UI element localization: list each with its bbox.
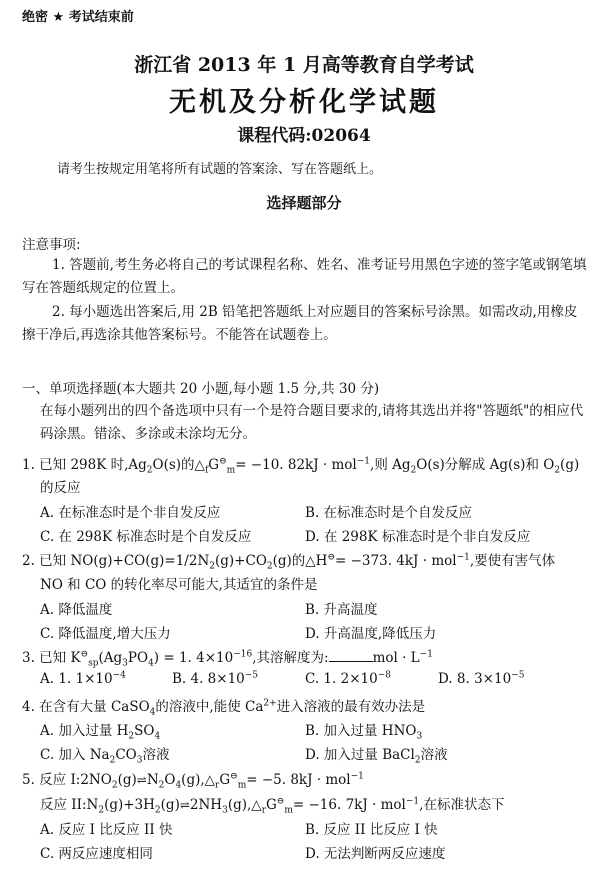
q1-stem: 1. 已知 298K 时$,Ag_2O(s)$的$\triangle_fG^⊖_m= -10$. 82kJ · mol$^{-1}$,则 $Ag_2O(s)$分解成 Ag(s)和 $O_2(g)$ xyxy=(22,456,580,476)
secret-label: 绝密 ★ 考试结束前 xyxy=(22,10,134,25)
q1-option-d: D. 在 298K 标准态时是个非自发反应 xyxy=(305,529,531,545)
section-title: 选择题部分 xyxy=(266,194,342,212)
instruction: 请考生按规定用笔将所有试题的答案涂、写在答题纸上。 xyxy=(57,162,383,177)
q5-option-d: D. 无法判断两反应速度 xyxy=(305,846,446,862)
q3-option-a: A. 1. $1\times 10^{-4}$ xyxy=(40,670,126,687)
exam-line: 浙江省 2013 年 1 月高等教育自学考试 xyxy=(134,54,474,76)
q4-option-b: B. 加入过量 $HNO_3$ xyxy=(305,723,423,742)
equilibrium-arrow: ⇌ xyxy=(136,773,147,787)
q2-option-d: D. 升高温度,降低压力 xyxy=(305,626,437,642)
q3-stem: 3. 已知 $K^⊖_{sp}(Ag_3PO_4) = 1$. $4\times 10^{-16}$,其溶解度为: mol · $L^{-1}$ xyxy=(22,649,433,669)
q1-stem-line2: 的反应 xyxy=(40,480,81,496)
q1-option-b: B. 在标准态时是个自发反应 xyxy=(305,505,473,521)
q4-option-a: A. 加入过量 $H_2SO_4$ xyxy=(40,723,161,742)
q5-stem: 5. 反应 $I:2NO_2(g)\rightleftharpoons N_2O_4(g),\triangle_rG^⊖_m= -5$. 8kJ · mol$^{-1}$ xyxy=(22,771,364,791)
q4-option-d: D. 加入过量 BaCl$_2$溶液 xyxy=(305,747,448,766)
q5-stem-line2: 反应 $II:N_2(g)+3H_2(g)\rightleftharpoons 2NH_3(g),\triangle_rG^⊖_m= -16$. 7kJ · mol$^{-1}$,在标准状态下 xyxy=(40,796,505,816)
equilibrium-arrow: ⇌ xyxy=(179,798,190,812)
q1-option-a: A. 在标准态时是个非自发反应 xyxy=(40,505,221,521)
answer-blank xyxy=(329,649,373,662)
q2-stem: 2. 已知 $NO(g)+CO(g)=1/2N_2(g)+CO_2(g)$的△H⊖= −373. 4kJ · mol$^{-1}$,要使有害气体 xyxy=(22,552,556,572)
q2-option-b: B. 升高温度 xyxy=(305,602,378,618)
q2-option-c: C. 降低温度,增大压力 xyxy=(40,626,171,642)
q4-stem: 4. 在含有大量 CaSO$_4$的溶液中,能使 $Ca^{2+}$进入溶液的最有效办法是 xyxy=(22,698,426,718)
q3-option-b: B. 4. $8\times 10^{-5}$ xyxy=(172,670,259,687)
part1-desc: 在每小题列出的四个备选项中只有一个是符合题目要求的,请将其选出并将"答题纸"的相应代码涂黑。错涂、多涂或未涂均无分。 xyxy=(40,403,584,442)
course-code: 课程代码:02064 xyxy=(237,126,371,146)
q5-option-c: C. 两反应速度相同 xyxy=(40,846,153,862)
note-2: 2. 每小题选出答案后,用 2B 铅笔把答题纸上对应题目的答案标号涂黑。如需改动,用橡皮擦干净后,再选涂其他答案标号。不能答在试题卷上。 xyxy=(22,304,578,343)
q1-option-c: C. 在 298K 标准态时是个自发反应 xyxy=(40,529,252,545)
page-title: 无机及分析化学试题 xyxy=(169,87,439,118)
q4-option-c: C. 加入 $Na_2CO_3$溶液 xyxy=(40,747,170,766)
q2-stem-line2: NO 和 CO 的转化率尽可能大,其适宜的条件是 xyxy=(40,577,318,593)
notes-heading: 注意事项: xyxy=(22,237,81,253)
part1-heading: 一、单项选择题(本大题共 20 小题,每小题 1.5 分,共 30 分) xyxy=(22,381,380,397)
note-1: 1. 答题前,考生务必将自己的考试课程名称、姓名、准考证号用黑色字迹的签字笔或钢笔填写在答题纸规定的位置上。 xyxy=(22,257,587,296)
q3-option-d: D. 8. $3\times 10^{-5}$ xyxy=(438,670,525,687)
q5-option-a: A. 反应 I 比反应 II 快 xyxy=(40,822,173,838)
q5-option-b: B. 反应 II 比反应 I 快 xyxy=(305,822,438,838)
q2-option-a: A. 降低温度 xyxy=(40,602,113,618)
q3-option-c: C. 1. $2\times 10^{-8}$ xyxy=(305,670,391,687)
